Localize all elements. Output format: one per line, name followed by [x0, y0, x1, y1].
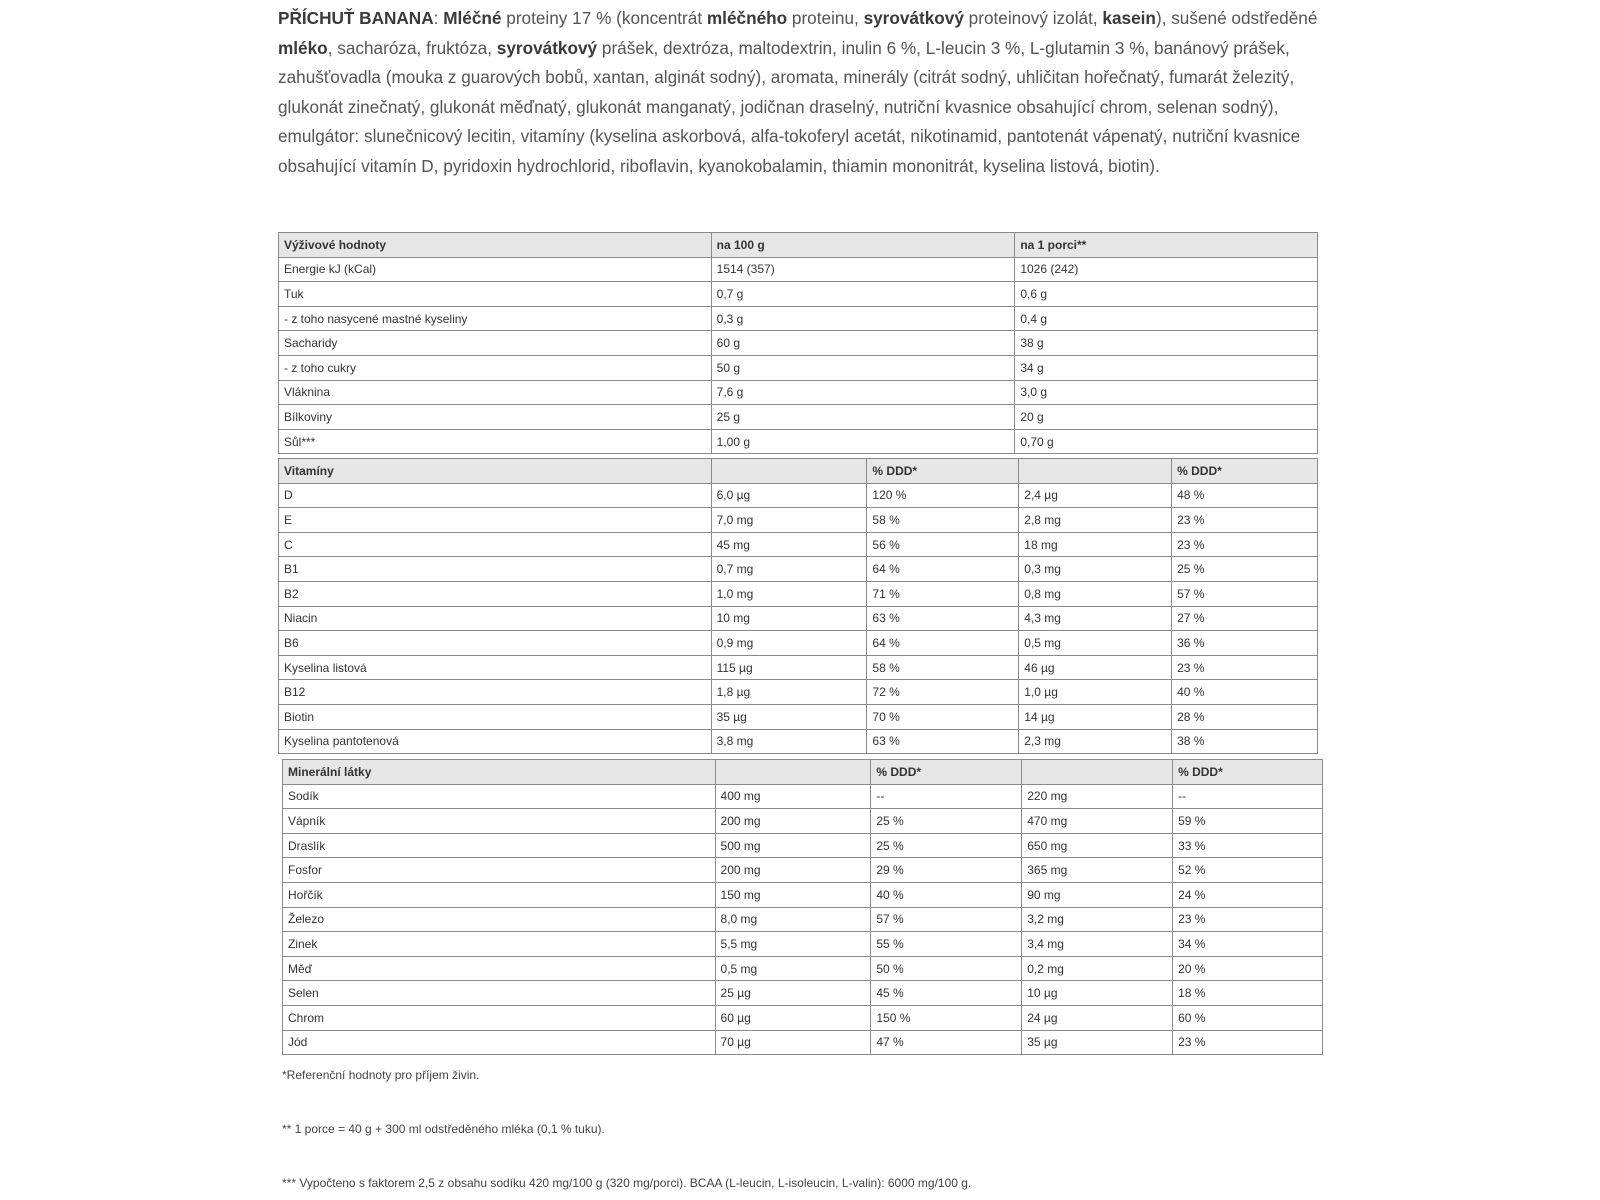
table-cell: 18 %	[1173, 981, 1323, 1006]
row-label: Niacin	[279, 606, 712, 631]
row-label: Tuk	[279, 282, 712, 307]
table-cell: 1,0 µg	[1019, 680, 1172, 705]
ingredient-bold-text: PŘÍCHUŤ BANANA	[278, 8, 434, 28]
table-cell: 23 %	[1172, 532, 1318, 557]
table-cell: 59 %	[1173, 809, 1323, 834]
row-label: Energie kJ (kCal)	[279, 257, 712, 282]
table-cell: 0,2 mg	[1022, 956, 1173, 981]
table-cell: 1,0 mg	[711, 581, 867, 606]
nutrition-row	[279, 380, 1318, 405]
table-cell: 70 %	[867, 704, 1019, 729]
table-cell: 400 mg	[715, 784, 871, 809]
table-cell: 90 mg	[1022, 882, 1173, 907]
table-cell: 0,8 mg	[1019, 581, 1172, 606]
table-cell: 23 %	[1172, 655, 1318, 680]
column-header	[1022, 760, 1173, 785]
mineral-row	[283, 907, 1323, 932]
footnote-salt: *** Vypočteno s faktorem 2,5 z obsahu sodíku 420 mg/100 g (320 mg/porci). BCAA (L-leucin, L-isoleucin, L-valin): 6000 mg/100 g.	[282, 1176, 972, 1190]
row-label: Selen	[283, 981, 716, 1006]
row-label: Chrom	[283, 1005, 716, 1030]
table-cell: 1026 (242)	[1015, 257, 1318, 282]
table-cell: --	[871, 784, 1022, 809]
ingredient-text: proteinový izolát,	[963, 8, 1103, 28]
column-header: Minerální látky	[283, 760, 716, 785]
table-cell: 0,9 mg	[711, 631, 867, 656]
table-cell: 56 %	[867, 532, 1019, 557]
row-label: Sůl***	[279, 429, 712, 454]
table-cell: 58 %	[867, 655, 1019, 680]
column-header	[711, 459, 867, 484]
vitamin-row	[279, 483, 1318, 508]
nutrition-row	[279, 282, 1318, 307]
table-cell: 3,8 mg	[711, 729, 867, 754]
table-cell: 64 %	[867, 557, 1019, 582]
column-header: na 1 porci**	[1015, 233, 1318, 258]
table-cell: 220 mg	[1022, 784, 1173, 809]
table-header-row	[283, 760, 1323, 785]
table-cell: 55 %	[871, 932, 1022, 957]
table-cell: 0,70 g	[1015, 429, 1318, 454]
row-label: Zinek	[283, 932, 716, 957]
table-cell: 25 %	[871, 833, 1022, 858]
table-cell: 2,4 µg	[1019, 483, 1172, 508]
vitamin-row	[279, 606, 1318, 631]
column-header	[1019, 459, 1172, 484]
table-cell: 60 g	[711, 331, 1015, 356]
table-cell: 45 %	[871, 981, 1022, 1006]
vitamins-table	[278, 458, 1318, 754]
mineral-row	[283, 981, 1323, 1006]
nutrition-row	[279, 405, 1318, 430]
ingredient-bold-text: mléko	[278, 37, 328, 58]
table-cell: 115 µg	[711, 655, 867, 680]
ingredient-bold-text: syrovátkový	[496, 37, 598, 58]
table-cell: 40 %	[1172, 680, 1318, 705]
table-cell: 63 %	[867, 606, 1019, 631]
vitamin-row	[279, 557, 1318, 582]
table-cell: 7,6 g	[711, 380, 1015, 405]
nutrition-row	[279, 355, 1318, 380]
vitamin-row	[279, 729, 1318, 754]
vitamin-row	[279, 508, 1318, 533]
column-header: Vitamíny	[279, 459, 712, 484]
table-cell: 14 µg	[1019, 704, 1172, 729]
table-cell: 64 %	[867, 631, 1019, 656]
table-cell: 150 %	[871, 1005, 1022, 1030]
footnote-reference: *Referenční hodnoty pro příjem živin.	[282, 1068, 480, 1082]
table-cell: 38 g	[1015, 331, 1318, 356]
table-cell: 0,5 mg	[715, 956, 871, 981]
table-cell: 0,7 mg	[711, 557, 867, 582]
column-header: na 100 g	[711, 233, 1015, 258]
row-label: Sodík	[283, 784, 716, 809]
table-cell: 8,0 mg	[715, 907, 871, 932]
table-cell: 120 %	[867, 483, 1019, 508]
table-cell: 2,8 mg	[1019, 508, 1172, 533]
row-label: Jód	[283, 1030, 716, 1055]
table-cell: 40 %	[871, 882, 1022, 907]
row-label: Kyselina pantotenová	[279, 729, 712, 754]
ingredient-text: proteiny 17 % (koncentrát	[501, 8, 707, 28]
table-cell: 650 mg	[1022, 833, 1173, 858]
table-cell: 1,00 g	[711, 429, 1015, 454]
table-cell: 2,3 mg	[1019, 729, 1172, 754]
table-header-row	[279, 459, 1318, 484]
mineral-row	[283, 882, 1323, 907]
table-cell: 10 mg	[711, 606, 867, 631]
mineral-row	[283, 858, 1323, 883]
row-label: Fosfor	[283, 858, 716, 883]
table-cell: 6,0 µg	[711, 483, 867, 508]
table-cell: 150 mg	[715, 882, 871, 907]
vitamin-row	[279, 655, 1318, 680]
row-label: B12	[279, 680, 712, 705]
row-label: Kyselina listová	[279, 655, 712, 680]
table-cell: 0,4 g	[1015, 306, 1318, 331]
row-label: B6	[279, 631, 712, 656]
table-cell: 63 %	[867, 729, 1019, 754]
minerals-table	[282, 759, 1323, 1055]
table-cell: 71 %	[867, 581, 1019, 606]
nutrition-row	[279, 331, 1318, 356]
ingredient-text: :	[433, 8, 444, 28]
row-label: Sacharidy	[279, 331, 712, 356]
table-cell: 365 mg	[1022, 858, 1173, 883]
table-cell: 24 %	[1173, 882, 1323, 907]
table-cell: 0,5 mg	[1019, 631, 1172, 656]
table-cell: 38 %	[1172, 729, 1318, 754]
table-cell: 50 %	[871, 956, 1022, 981]
nutrition-table	[278, 232, 1318, 454]
table-cell: 60 µg	[715, 1005, 871, 1030]
table-cell: 48 %	[1172, 483, 1318, 508]
mineral-row	[283, 809, 1323, 834]
table-cell: 23 %	[1173, 907, 1323, 932]
table-cell: 28 %	[1172, 704, 1318, 729]
ingredient-bold-text: mléčného	[706, 8, 788, 28]
table-cell: 0,3 g	[711, 306, 1015, 331]
vitamin-row	[279, 704, 1318, 729]
table-cell: 25 µg	[715, 981, 871, 1006]
vitamin-row	[279, 532, 1318, 557]
table-cell: 57 %	[1172, 581, 1318, 606]
table-cell: 23 %	[1172, 508, 1318, 533]
table-cell: 5,5 mg	[715, 932, 871, 957]
table-cell: 4,3 mg	[1019, 606, 1172, 631]
row-label: B2	[279, 581, 712, 606]
table-cell: 18 mg	[1019, 532, 1172, 557]
ingredient-bold-text: kasein	[1102, 8, 1156, 28]
vitamin-row	[279, 631, 1318, 656]
table-cell: 25 %	[1172, 557, 1318, 582]
column-header: % DDD*	[1173, 760, 1323, 785]
mineral-row	[283, 1030, 1323, 1055]
column-header: Výživové hodnoty	[279, 233, 712, 258]
row-label: Draslík	[283, 833, 716, 858]
table-cell: 70 µg	[715, 1030, 871, 1055]
table-cell: 3,0 g	[1015, 380, 1318, 405]
table-cell: 3,4 mg	[1022, 932, 1173, 957]
table-cell: 27 %	[1172, 606, 1318, 631]
table-cell: 0,3 mg	[1019, 557, 1172, 582]
table-cell: 20 g	[1015, 405, 1318, 430]
row-label: C	[279, 532, 712, 557]
row-label: Biotin	[279, 704, 712, 729]
row-label: - z toho nasycené mastné kyseliny	[279, 306, 712, 331]
ingredient-text: prášek, dextróza, maltodextrin, inulin 6 %, L-leucin 3 %, L-glutamin 3 %, banánový prášek, zahušťovadla (mouka z guarových bobů, xantan, alginát sodný), aromata, minerály (citrát sodný, uhličitan hořečnatý, fumarát železitý, glukonát zinečnatý, glukonát měďnatý, glukonát manganatý, jodičnan draselný, nutriční kvasnice obsahující chrom, selenan sodný), emulgátor: slunečnicový lecitin, vitamíny (kyselina askorbová, alfa-tokoferyl acetát, nikotinamid, pantotenát vápenatý, nutriční kvasnice obsahující vitamín D, pyridoxin hydrochlorid, riboflavin, kyanokobalamin, thiamin mononitrát, kyselina listová, biotin).	[278, 37, 1301, 176]
table-cell: 57 %	[871, 907, 1022, 932]
row-label: Měď	[283, 956, 716, 981]
row-label: Bílkoviny	[279, 405, 712, 430]
ingredient-text: , sacharóza, fruktóza,	[327, 37, 497, 58]
table-cell: 200 mg	[715, 809, 871, 834]
row-label: Vápník	[283, 809, 716, 834]
table-cell: 25 %	[871, 809, 1022, 834]
nutrition-row	[279, 257, 1318, 282]
table-cell: 46 µg	[1019, 655, 1172, 680]
row-label: Železo	[283, 907, 716, 932]
table-cell: 33 %	[1173, 833, 1323, 858]
row-label: - z toho cukry	[279, 355, 712, 380]
row-label: Hořčík	[283, 882, 716, 907]
column-header: % DDD*	[871, 760, 1022, 785]
ingredient-bold-text: Mléčné	[443, 8, 502, 28]
nutrition-row	[279, 306, 1318, 331]
table-cell: 50 g	[711, 355, 1015, 380]
table-cell: 200 mg	[715, 858, 871, 883]
table-cell: 1514 (357)	[711, 257, 1015, 282]
mineral-row	[283, 932, 1323, 957]
table-cell: 10 µg	[1022, 981, 1173, 1006]
row-label: B1	[279, 557, 712, 582]
ingredients-text	[278, 4, 1328, 182]
table-cell: 23 %	[1173, 1030, 1323, 1055]
table-cell: 0,6 g	[1015, 282, 1318, 307]
ingredient-text: ), sušené odstředěné	[1155, 8, 1318, 28]
footnote-portion: ** 1 porce = 40 g + 300 ml odstředěného mléka (0,1 % tuku).	[282, 1122, 605, 1136]
table-cell: 20 %	[1173, 956, 1323, 981]
column-header: % DDD*	[1172, 459, 1318, 484]
table-cell: 35 µg	[711, 704, 867, 729]
vitamin-row	[279, 680, 1318, 705]
table-cell: 58 %	[867, 508, 1019, 533]
mineral-row	[283, 833, 1323, 858]
row-label: Vláknina	[279, 380, 712, 405]
table-cell: 25 g	[711, 405, 1015, 430]
mineral-row	[283, 1005, 1323, 1030]
row-label: E	[279, 508, 712, 533]
column-header	[715, 760, 871, 785]
table-cell: --	[1173, 784, 1323, 809]
table-cell: 52 %	[1173, 858, 1323, 883]
vitamin-row	[279, 581, 1318, 606]
table-cell: 470 mg	[1022, 809, 1173, 834]
table-cell: 1,8 µg	[711, 680, 867, 705]
table-cell: 500 mg	[715, 833, 871, 858]
ingredient-bold-text: syrovátkový	[863, 8, 964, 28]
table-cell: 72 %	[867, 680, 1019, 705]
table-cell: 0,7 g	[711, 282, 1015, 307]
table-cell: 34 g	[1015, 355, 1318, 380]
table-cell: 60 %	[1173, 1005, 1323, 1030]
table-cell: 29 %	[871, 858, 1022, 883]
table-cell: 34 %	[1173, 932, 1323, 957]
table-cell: 35 µg	[1022, 1030, 1173, 1055]
ingredient-text: proteinu,	[787, 8, 864, 28]
table-cell: 45 mg	[711, 532, 867, 557]
column-header: % DDD*	[867, 459, 1019, 484]
nutrition-row	[279, 429, 1318, 454]
mineral-row	[283, 784, 1323, 809]
mineral-row	[283, 956, 1323, 981]
table-cell: 3,2 mg	[1022, 907, 1173, 932]
table-cell: 47 %	[871, 1030, 1022, 1055]
table-cell: 36 %	[1172, 631, 1318, 656]
table-header-row	[279, 233, 1318, 258]
row-label: D	[279, 483, 712, 508]
table-cell: 7,0 mg	[711, 508, 867, 533]
table-cell: 24 µg	[1022, 1005, 1173, 1030]
